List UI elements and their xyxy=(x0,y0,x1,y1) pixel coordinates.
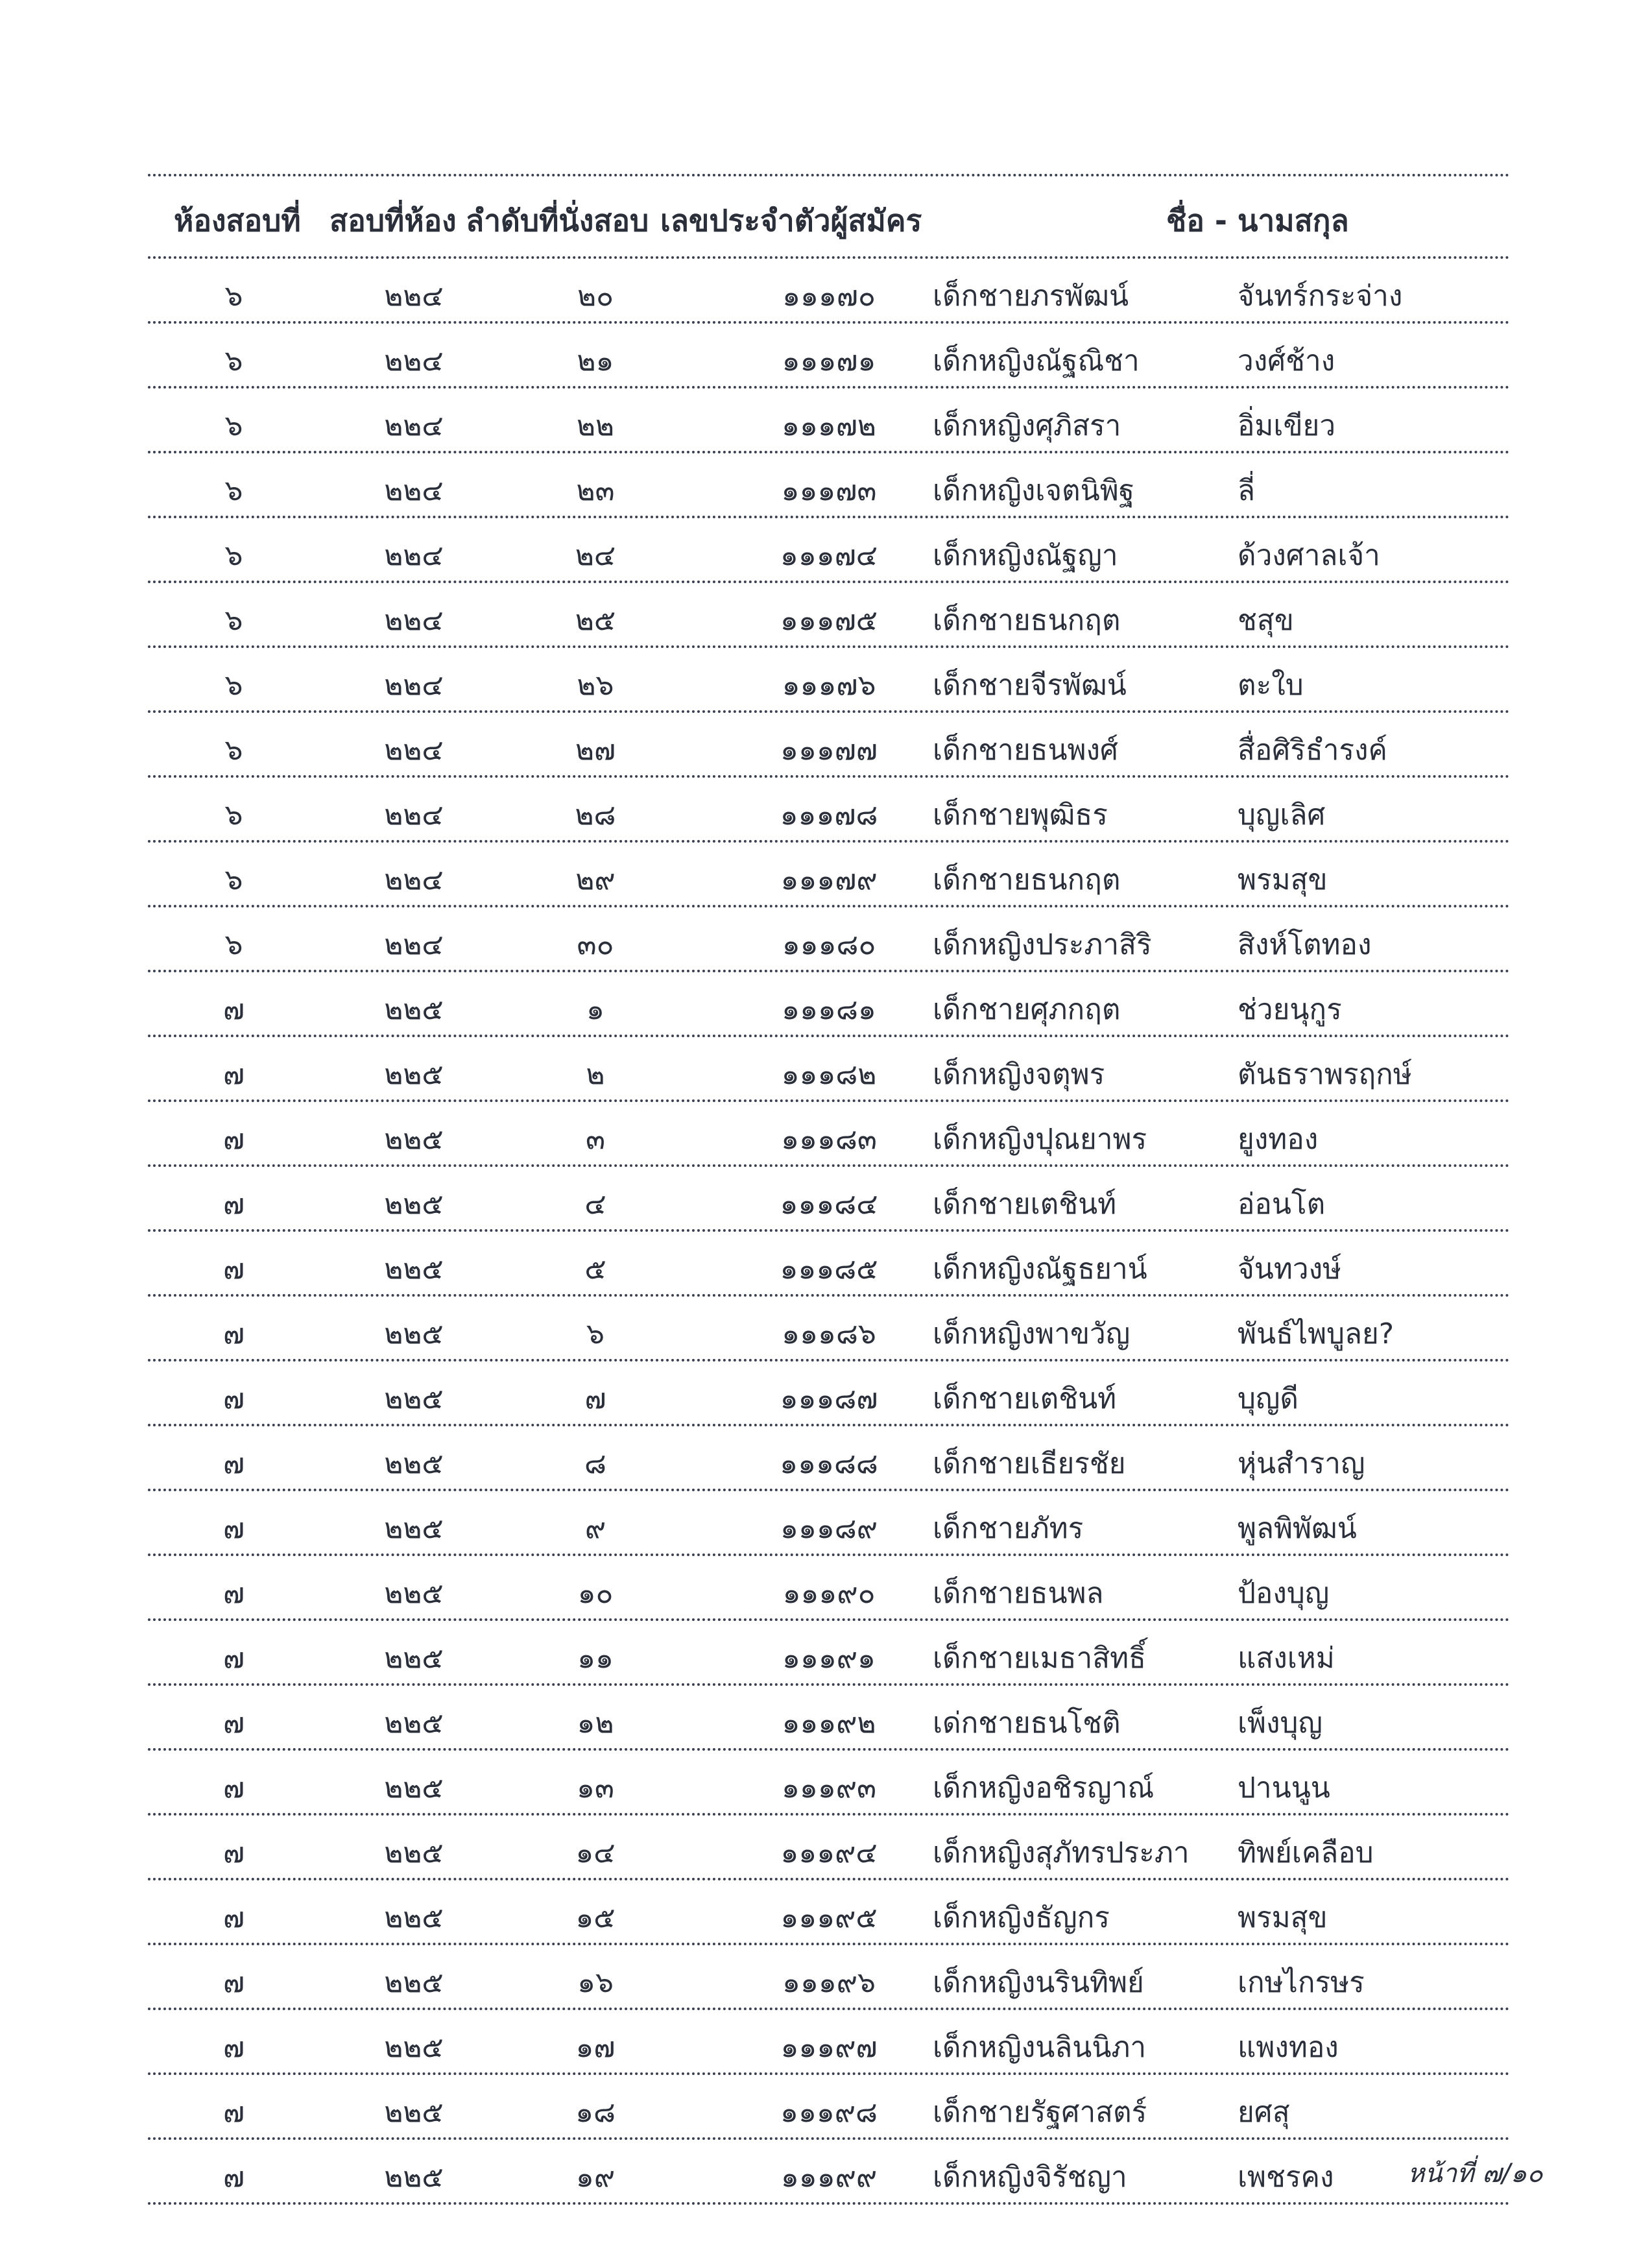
cell-last-name: ลี่ xyxy=(1238,474,1255,507)
cell-first-name: เด็กหญิงธัญกร xyxy=(933,1901,1110,1934)
cell-exam-room: ๒๒๔ xyxy=(384,863,444,896)
cell-seat: ๒๒ xyxy=(576,409,614,442)
cell-seat: ๔ xyxy=(584,1188,606,1221)
cell-applicant-id: ๑๑๑๗๑ xyxy=(782,344,876,378)
cell-first-name: เด็กชายธนพล xyxy=(933,1577,1104,1610)
cell-exam-room: ๒๒๕ xyxy=(384,1123,444,1156)
cell-exam-room: ๒๒๔ xyxy=(384,409,444,442)
cell-exam-room: ๒๒๕ xyxy=(384,1188,444,1221)
cell-room: ๗ xyxy=(222,993,245,1026)
table-row xyxy=(148,907,1510,972)
cell-room: ๗ xyxy=(222,1707,245,1740)
cell-exam-room: ๒๒๕ xyxy=(384,1771,444,1805)
cell-applicant-id: ๑๑๑๙๐ xyxy=(782,1577,876,1610)
cell-exam-room: ๒๒๕ xyxy=(384,1966,444,1999)
header-seat: ลำดับที่นั่งสอบ xyxy=(466,203,649,238)
cell-last-name: พันธ์ไพบูลย? xyxy=(1238,1317,1395,1350)
cell-applicant-id: ๑๑๑๗๒ xyxy=(782,409,876,442)
cell-room: ๖ xyxy=(224,928,243,961)
cell-room: ๖ xyxy=(224,474,243,507)
cell-applicant-id: ๑๑๑๗๔ xyxy=(780,539,878,572)
cell-seat: ๑๖ xyxy=(577,1966,614,1999)
cell-exam-room: ๒๒๔ xyxy=(384,734,444,767)
cell-exam-room: ๒๒๔ xyxy=(384,539,444,572)
cell-first-name: เด็กหญิงณัฐญา xyxy=(933,539,1118,572)
table-row xyxy=(148,1556,1510,1621)
cell-applicant-id: ๑๑๑๘๙ xyxy=(780,1512,878,1545)
cell-room: ๗ xyxy=(222,1447,245,1480)
cell-first-name: เด็กชายธนกฤต xyxy=(933,863,1121,896)
cell-seat: ๑๑ xyxy=(577,1642,614,1675)
cell-seat: ๒๔ xyxy=(575,539,616,572)
table-row xyxy=(148,1102,1510,1167)
cell-applicant-id: ๑๑๑๙๖ xyxy=(782,1966,876,1999)
cell-applicant-id: ๑๑๑๘๖ xyxy=(782,1317,876,1350)
cell-first-name: เด็กชายจีรพัฒน์ xyxy=(933,669,1127,702)
cell-first-name: เด็กชายธนกฤต xyxy=(933,604,1121,637)
cell-exam-room: ๒๒๕ xyxy=(384,2161,444,2194)
cell-exam-room: ๒๒๕ xyxy=(384,1382,444,1415)
cell-room: ๗ xyxy=(222,2161,245,2194)
table-row xyxy=(148,1167,1510,1232)
cell-room: ๗ xyxy=(222,1512,245,1545)
cell-seat: ๑ xyxy=(586,993,605,1026)
cell-room: ๖ xyxy=(224,734,243,767)
cell-seat: ๑๘ xyxy=(575,2096,616,2129)
cell-room: ๗ xyxy=(222,1771,245,1805)
cell-last-name: จันทร์กระจ่าง xyxy=(1238,280,1403,313)
cell-first-name: เด็กหญิงจตุพร xyxy=(933,1058,1105,1091)
cell-room: ๗ xyxy=(222,1901,245,1934)
cell-last-name: ตันธราพรฤกษ์ xyxy=(1238,1058,1412,1091)
cell-first-name: เด็กชายภรพัฒน์ xyxy=(933,280,1129,313)
table-row xyxy=(148,583,1510,648)
cell-room: ๗ xyxy=(222,2031,245,2064)
table-row xyxy=(148,1945,1510,2010)
cell-last-name: สิงห์โตทอง xyxy=(1238,928,1372,961)
cell-seat: ๖ xyxy=(586,1317,605,1350)
cell-last-name: เพ็งบุญ xyxy=(1238,1707,1323,1740)
cell-applicant-id: ๑๑๑๘๗ xyxy=(780,1382,878,1415)
cell-seat: ๘ xyxy=(584,1447,606,1480)
cell-first-name: เด็กหญิงณัฐณิชา xyxy=(933,344,1140,378)
cell-applicant-id: ๑๑๑๘๑ xyxy=(782,993,876,1026)
cell-exam-room: ๒๒๔ xyxy=(384,280,444,313)
cell-first-name: เด็กหญิงจิรัชญา xyxy=(933,2161,1127,2194)
cell-last-name: ยศสุ xyxy=(1238,2096,1290,2129)
cell-first-name: เด็กหญิงอชิรญาณ์ xyxy=(933,1771,1155,1805)
cell-applicant-id: ๑๑๑๘๓ xyxy=(781,1123,877,1156)
cell-first-name: เด็กชายศุภกฤต xyxy=(933,993,1121,1026)
cell-seat: ๒๑ xyxy=(577,344,614,378)
cell-applicant-id: ๑๑๑๙๘ xyxy=(780,2096,878,2129)
table-row xyxy=(148,1880,1510,1945)
cell-last-name: ช่วยนุกูร xyxy=(1238,993,1342,1026)
cell-exam-room: ๒๒๕ xyxy=(384,1642,444,1675)
cell-first-name: เด็กหญิงปุณยาพร xyxy=(933,1123,1147,1156)
table-row xyxy=(148,1621,1510,1686)
header-exam-room: สอบที่ห้อง xyxy=(329,203,457,238)
cell-room: ๗ xyxy=(222,1382,245,1415)
cell-seat: ๓๐ xyxy=(577,928,614,961)
cell-last-name: หุ่นสำราญ xyxy=(1238,1447,1365,1480)
cell-last-name: เพชรคง xyxy=(1238,2161,1334,2194)
table-row xyxy=(148,843,1510,907)
cell-seat: ๑๗ xyxy=(575,2031,616,2064)
cell-last-name: แพงทอง xyxy=(1238,2031,1339,2064)
cell-room: ๗ xyxy=(222,1188,245,1221)
cell-first-name: เด็กหญิงนลินนิภา xyxy=(933,2031,1147,2064)
table-body xyxy=(148,259,1510,2205)
cell-applicant-id: ๑๑๑๙๗ xyxy=(780,2031,878,2064)
table-row xyxy=(148,2010,1510,2075)
cell-room: ๖ xyxy=(224,539,243,572)
cell-last-name: พรมสุข xyxy=(1238,863,1328,896)
cell-applicant-id: ๑๑๑๗๓ xyxy=(781,474,877,507)
cell-applicant-id: ๑๑๑๙๒ xyxy=(782,1707,876,1740)
cell-first-name: เด็กหญิงสุภัทรประภา xyxy=(933,1836,1190,1869)
cell-room: ๖ xyxy=(224,669,243,702)
cell-exam-room: ๒๒๔ xyxy=(384,474,444,507)
table-row xyxy=(148,778,1510,843)
cell-room: ๖ xyxy=(224,344,243,378)
cell-first-name: เด็กชายรัฐศาสตร์ xyxy=(933,2096,1147,2129)
cell-first-name: เด็กหญิงนรินทิพย์ xyxy=(933,1966,1144,1999)
cell-seat: ๒๗ xyxy=(575,734,616,767)
cell-exam-room: ๒๒๕ xyxy=(384,1058,444,1091)
cell-applicant-id: ๑๑๑๗๗ xyxy=(780,734,878,767)
cell-last-name: พรมสุข xyxy=(1238,1901,1328,1934)
cell-exam-room: ๒๒๕ xyxy=(384,1512,444,1545)
table-row xyxy=(148,1297,1510,1361)
cell-exam-room: ๒๒๕ xyxy=(384,1836,444,1869)
cell-exam-room: ๒๒๕ xyxy=(384,1707,444,1740)
cell-last-name: ปานนูน xyxy=(1238,1771,1330,1805)
cell-seat: ๑๒ xyxy=(577,1707,614,1740)
cell-first-name: เด็กชายภัทร xyxy=(933,1512,1084,1545)
cell-first-name: เด็กหญิงประภาสิริ xyxy=(933,928,1152,961)
table-row xyxy=(148,972,1510,1037)
table-row xyxy=(148,1232,1510,1297)
cell-room: ๗ xyxy=(222,1253,245,1286)
cell-last-name: สื่อศิริธำรงค์ xyxy=(1238,734,1387,767)
cell-applicant-id: ๑๑๑๗๖ xyxy=(782,669,876,702)
cell-seat: ๒ xyxy=(586,1058,605,1091)
cell-last-name: พูลพิพัฒน์ xyxy=(1238,1512,1357,1545)
cell-applicant-id: ๑๑๑๗๙ xyxy=(780,863,878,896)
table-row xyxy=(148,453,1510,518)
cell-room: ๗ xyxy=(222,1642,245,1675)
cell-room: ๗ xyxy=(222,1577,245,1610)
cell-first-name: เด็กหญิงศุภิสรา xyxy=(933,409,1121,442)
cell-applicant-id: ๑๑๑๙๙ xyxy=(780,2161,878,2194)
cell-seat: ๒๕ xyxy=(575,604,616,637)
cell-exam-room: ๒๒๕ xyxy=(384,1577,444,1610)
cell-applicant-id: ๑๑๑๗๘ xyxy=(780,798,878,832)
table-row xyxy=(148,648,1510,713)
table-row xyxy=(148,1361,1510,1426)
cell-last-name: ตะใบ xyxy=(1238,669,1304,702)
cell-applicant-id: ๑๑๑๙๕ xyxy=(780,1901,878,1934)
cell-exam-room: ๒๒๔ xyxy=(384,798,444,832)
cell-seat: ๒๙ xyxy=(575,863,616,896)
page-number: หน้าที่ ๗/๑๐ xyxy=(1407,2159,1543,2189)
table-row xyxy=(148,324,1510,389)
cell-exam-room: ๒๒๔ xyxy=(384,604,444,637)
cell-exam-room: ๒๒๕ xyxy=(384,2031,444,2064)
header-name: ชื่อ - นามสกุล xyxy=(1166,203,1349,238)
cell-seat: ๒๘ xyxy=(575,798,616,832)
cell-exam-room: ๒๒๔ xyxy=(384,344,444,378)
table-row xyxy=(148,1751,1510,1816)
cell-room: ๗ xyxy=(222,1966,245,1999)
seating-table xyxy=(148,174,1510,2205)
cell-applicant-id: ๑๑๑๙๓ xyxy=(781,1771,877,1805)
cell-applicant-id: ๑๑๑๙๑ xyxy=(782,1642,876,1675)
table-row xyxy=(148,2140,1510,2205)
cell-first-name: เด่กชายธนโชติ xyxy=(933,1707,1121,1740)
table-row xyxy=(148,518,1510,583)
cell-applicant-id: ๑๑๑๘๘ xyxy=(780,1447,878,1480)
cell-first-name: เด็กชายพุฒิธร xyxy=(933,798,1108,832)
cell-last-name: บุญดี xyxy=(1238,1382,1299,1415)
cell-room: ๗ xyxy=(222,2096,245,2129)
cell-seat: ๑๐ xyxy=(577,1577,614,1610)
cell-last-name: บุญเลิศ xyxy=(1238,798,1326,832)
table-row xyxy=(148,1426,1510,1491)
cell-first-name: เด็กชายเธียรชัย xyxy=(933,1447,1126,1480)
cell-room: ๗ xyxy=(222,1123,245,1156)
cell-room: ๗ xyxy=(222,1836,245,1869)
cell-exam-room: ๒๒๕ xyxy=(384,1447,444,1480)
table-row xyxy=(148,1037,1510,1102)
cell-seat: ๓ xyxy=(585,1123,606,1156)
cell-seat: ๑๔ xyxy=(575,1836,616,1869)
cell-first-name: เด็กชายธนพงศ์ xyxy=(933,734,1118,767)
cell-applicant-id: ๑๑๑๘๒ xyxy=(781,1058,877,1091)
cell-applicant-id: ๑๑๑๘๔ xyxy=(780,1188,878,1221)
cell-applicant-id: ๑๑๑๗๐ xyxy=(782,280,876,313)
cell-exam-room: ๒๒๔ xyxy=(384,669,444,702)
cell-room: ๗ xyxy=(222,1317,245,1350)
cell-applicant-id: ๑๑๑๙๔ xyxy=(780,1836,878,1869)
cell-seat: ๒๖ xyxy=(577,669,614,702)
cell-applicant-id: ๑๑๑๘๕ xyxy=(780,1253,878,1286)
cell-room: ๖ xyxy=(224,409,243,442)
header-room: ห้องสอบที่ xyxy=(174,203,301,238)
table-row xyxy=(148,2075,1510,2140)
cell-last-name: แสงเหม่ xyxy=(1238,1642,1335,1675)
cell-exam-room: ๒๒๕ xyxy=(384,1901,444,1934)
cell-seat: ๑๓ xyxy=(576,1771,614,1805)
cell-seat: ๑๙ xyxy=(575,2161,616,2194)
cell-last-name: อ่อนโต xyxy=(1238,1188,1326,1221)
cell-first-name: เด็กหญิงพาขวัญ xyxy=(933,1317,1131,1350)
cell-last-name: ทิพย์เคลือบ xyxy=(1238,1836,1374,1869)
table-row xyxy=(148,713,1510,778)
cell-exam-room: ๒๒๔ xyxy=(384,928,444,961)
cell-exam-room: ๒๒๕ xyxy=(384,2096,444,2129)
cell-room: ๖ xyxy=(224,604,243,637)
cell-room: ๗ xyxy=(222,1058,245,1091)
cell-first-name: เด็กชายเตชินท์ xyxy=(933,1188,1117,1221)
cell-exam-room: ๒๒๕ xyxy=(384,1253,444,1286)
cell-applicant-id: ๑๑๑๘๐ xyxy=(782,928,876,961)
cell-room: ๖ xyxy=(224,798,243,832)
cell-seat: ๑๕ xyxy=(575,1901,616,1934)
cell-room: ๖ xyxy=(224,863,243,896)
cell-exam-room: ๒๒๕ xyxy=(384,993,444,1026)
cell-last-name: ชสุข xyxy=(1238,604,1294,637)
cell-seat: ๙ xyxy=(584,1512,606,1545)
cell-seat: ๗ xyxy=(584,1382,606,1415)
table-row xyxy=(148,1816,1510,1880)
header-applicant-id: เลขประจำตัวผู้สมัคร xyxy=(660,203,922,238)
table-row xyxy=(148,259,1510,324)
table-row xyxy=(148,389,1510,453)
table-header xyxy=(148,176,1510,256)
cell-applicant-id: ๑๑๑๗๕ xyxy=(780,604,878,637)
cell-last-name: วงศ์ช้าง xyxy=(1238,344,1335,378)
cell-last-name: อิ่มเขียว xyxy=(1238,409,1336,442)
cell-first-name: เด็กหญิงณัฐธยาน์ xyxy=(933,1253,1147,1286)
cell-first-name: เด็กหญิงเจตนิพิฐ xyxy=(933,474,1134,507)
cell-last-name: ด้วงศาลเจ้า xyxy=(1238,539,1380,572)
cell-last-name: ยูงทอง xyxy=(1238,1123,1319,1156)
cell-last-name: ป้องบุญ xyxy=(1238,1577,1330,1610)
cell-last-name: จันทวงษ์ xyxy=(1238,1253,1342,1286)
cell-seat: ๒๓ xyxy=(576,474,615,507)
cell-room: ๖ xyxy=(224,280,243,313)
cell-seat: ๕ xyxy=(584,1253,606,1286)
table-row xyxy=(148,1686,1510,1751)
cell-first-name: เด็กชายเมธาสิทธิ์ xyxy=(933,1642,1146,1675)
table-row xyxy=(148,1491,1510,1556)
cell-first-name: เด็กชายเตชินท์ xyxy=(933,1382,1117,1415)
cell-last-name: เกษไกรษร xyxy=(1238,1966,1365,1999)
cell-exam-room: ๒๒๕ xyxy=(384,1317,444,1350)
cell-seat: ๒๐ xyxy=(577,280,614,313)
